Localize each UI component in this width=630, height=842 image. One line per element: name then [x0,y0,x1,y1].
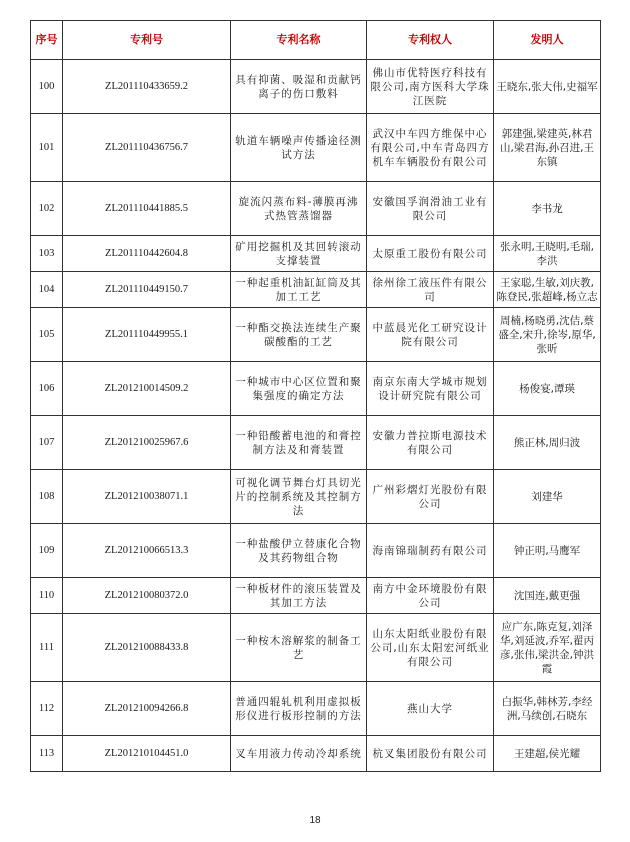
table-row [31,114,601,182]
cell-owner: 太原重工股份有限公司 [367,236,494,272]
cell-owner: 海南锦瑞制药有限公司 [367,524,494,578]
table-row [31,362,601,416]
cell-owner: 广州彩熠灯光股份有限公司 [367,470,494,524]
cell-seq: 112 [31,682,63,736]
cell-inventors: 张永明,王晓明,毛瑞,李洪 [494,236,601,272]
table-row [31,524,601,578]
cell-patent-no: ZL201210014509.2 [63,362,231,416]
cell-patent-name: 叉车用液力传动冷却系统 [231,736,367,772]
table-row [31,272,601,308]
header-inventors: 发明人 [494,21,601,60]
cell-patent-name: 一种酯交换法连续生产聚碳酸酯的工艺 [231,308,367,362]
cell-owner: 山东太阳纸业股份有限公司,山东太阳宏河纸业有限公司 [367,614,494,682]
cell-owner: 安徽国孚润滑油工业有限公司 [367,182,494,236]
cell-patent-no: ZL201210094266.8 [63,682,231,736]
cell-seq: 111 [31,614,63,682]
table-body [31,60,601,772]
cell-patent-name: 一种板材件的滚压装置及其加工方法 [231,578,367,614]
table-row [31,308,601,362]
cell-seq: 108 [31,470,63,524]
cell-patent-name: 矿用挖掘机及其回转滚动支撑装置 [231,236,367,272]
cell-seq: 102 [31,182,63,236]
cell-seq: 103 [31,236,63,272]
cell-inventors: 熊正林,周归波 [494,416,601,470]
table-row [31,682,601,736]
cell-inventors: 王家聪,生敏,刘庆教,陈登民,张超峰,杨立志 [494,272,601,308]
cell-patent-name: 轨道车辆噪声传播途径测试方法 [231,114,367,182]
header-name: 专利名称 [231,21,367,60]
cell-patent-name: 普通四辊轧机利用虚拟板形仪进行板形控制的方法 [231,682,367,736]
cell-seq: 107 [31,416,63,470]
cell-inventors: 郭建强,梁建英,林君山,梁君海,孙召进,王东镇 [494,114,601,182]
cell-patent-name: 一种城市中心区位置和聚集强度的确定方法 [231,362,367,416]
table-row [31,470,601,524]
table-header-row [31,21,601,60]
cell-seq: 105 [31,308,63,362]
cell-inventors: 李书龙 [494,182,601,236]
cell-patent-name: 可视化调节舞台灯具切光片的控制系统及其控制方法 [231,470,367,524]
cell-owner: 燕山大学 [367,682,494,736]
cell-inventors: 王建超,侯光耀 [494,736,601,772]
table-row [31,736,601,772]
cell-owner: 南京东南大学城市规划设计研究院有限公司 [367,362,494,416]
table-row [31,182,601,236]
cell-patent-name: 具有抑菌、吸湿和贡献钙离子的伤口敷料 [231,60,367,114]
table-row [31,416,601,470]
cell-patent-no: ZL201110449955.1 [63,308,231,362]
cell-seq: 104 [31,272,63,308]
cell-inventors: 王晓东,张大伟,史福军 [494,60,601,114]
cell-seq: 109 [31,524,63,578]
page-number: 18 [309,815,321,826]
cell-patent-no: ZL201210104451.0 [63,736,231,772]
cell-owner: 安徽力普拉斯电源技术有限公司 [367,416,494,470]
table-row [31,578,601,614]
cell-seq: 113 [31,736,63,772]
table-row [31,236,601,272]
cell-patent-no: ZL201210038071.1 [63,470,231,524]
cell-patent-no: ZL201210025967.6 [63,416,231,470]
cell-patent-no: ZL201110433659.2 [63,60,231,114]
cell-patent-no: ZL201210088433.8 [63,614,231,682]
cell-seq: 101 [31,114,63,182]
cell-owner: 徐州徐工液压件有限公司 [367,272,494,308]
patent-table [30,20,601,772]
cell-patent-name: 一种起重机油缸缸筒及其加工工艺 [231,272,367,308]
cell-owner: 武汉中车四方维保中心有限公司,中车青岛四方机车车辆股份有限公司 [367,114,494,182]
cell-owner: 中蓝晨光化工研究设计院有限公司 [367,308,494,362]
cell-patent-no: ZL201110441885.5 [63,182,231,236]
cell-patent-no: ZL201110449150.7 [63,272,231,308]
header-patent-no: 专利号 [63,21,231,60]
cell-patent-no: ZL201110436756.7 [63,114,231,182]
cell-patent-no: ZL201210066513.3 [63,524,231,578]
cell-patent-no: ZL201110442604.8 [63,236,231,272]
cell-patent-name: 一种盐酸伊立替康化合物及其药物组合物 [231,524,367,578]
header-owner: 专利权人 [367,21,494,60]
cell-patent-name: 旋流闪蒸布料-薄膜再沸式热管蒸馏器 [231,182,367,236]
cell-owner: 杭叉集团股份有限公司 [367,736,494,772]
cell-patent-name: 一种桉木溶解浆的制备工艺 [231,614,367,682]
cell-owner: 南方中金环境股份有限公司 [367,578,494,614]
cell-seq: 100 [31,60,63,114]
cell-patent-name: 一种铅酸蓄电池的和膏控制方法及和膏装置 [231,416,367,470]
cell-inventors: 刘建华 [494,470,601,524]
cell-inventors: 钟正明,马鹰军 [494,524,601,578]
cell-inventors: 应广东,陈克复,刘泽华,刘延波,乔军,翟丙彦,张伟,梁洪金,钟洪霞 [494,614,601,682]
cell-inventors: 杨俊宴,谭瑛 [494,362,601,416]
cell-seq: 110 [31,578,63,614]
cell-seq: 106 [31,362,63,416]
cell-inventors: 周楠,杨晓勇,沈佶,蔡盛全,宋升,徐岑,原华,张昕 [494,308,601,362]
cell-owner: 佛山市优特医疗科技有限公司,南方医科大学珠江医院 [367,60,494,114]
cell-inventors: 白振华,韩林芳,李经洲,马续创,石晓东 [494,682,601,736]
cell-patent-no: ZL201210080372.0 [63,578,231,614]
table-row [31,614,601,682]
header-seq: 序号 [31,21,63,60]
cell-inventors: 沈国连,戴更强 [494,578,601,614]
table-row [31,60,601,114]
